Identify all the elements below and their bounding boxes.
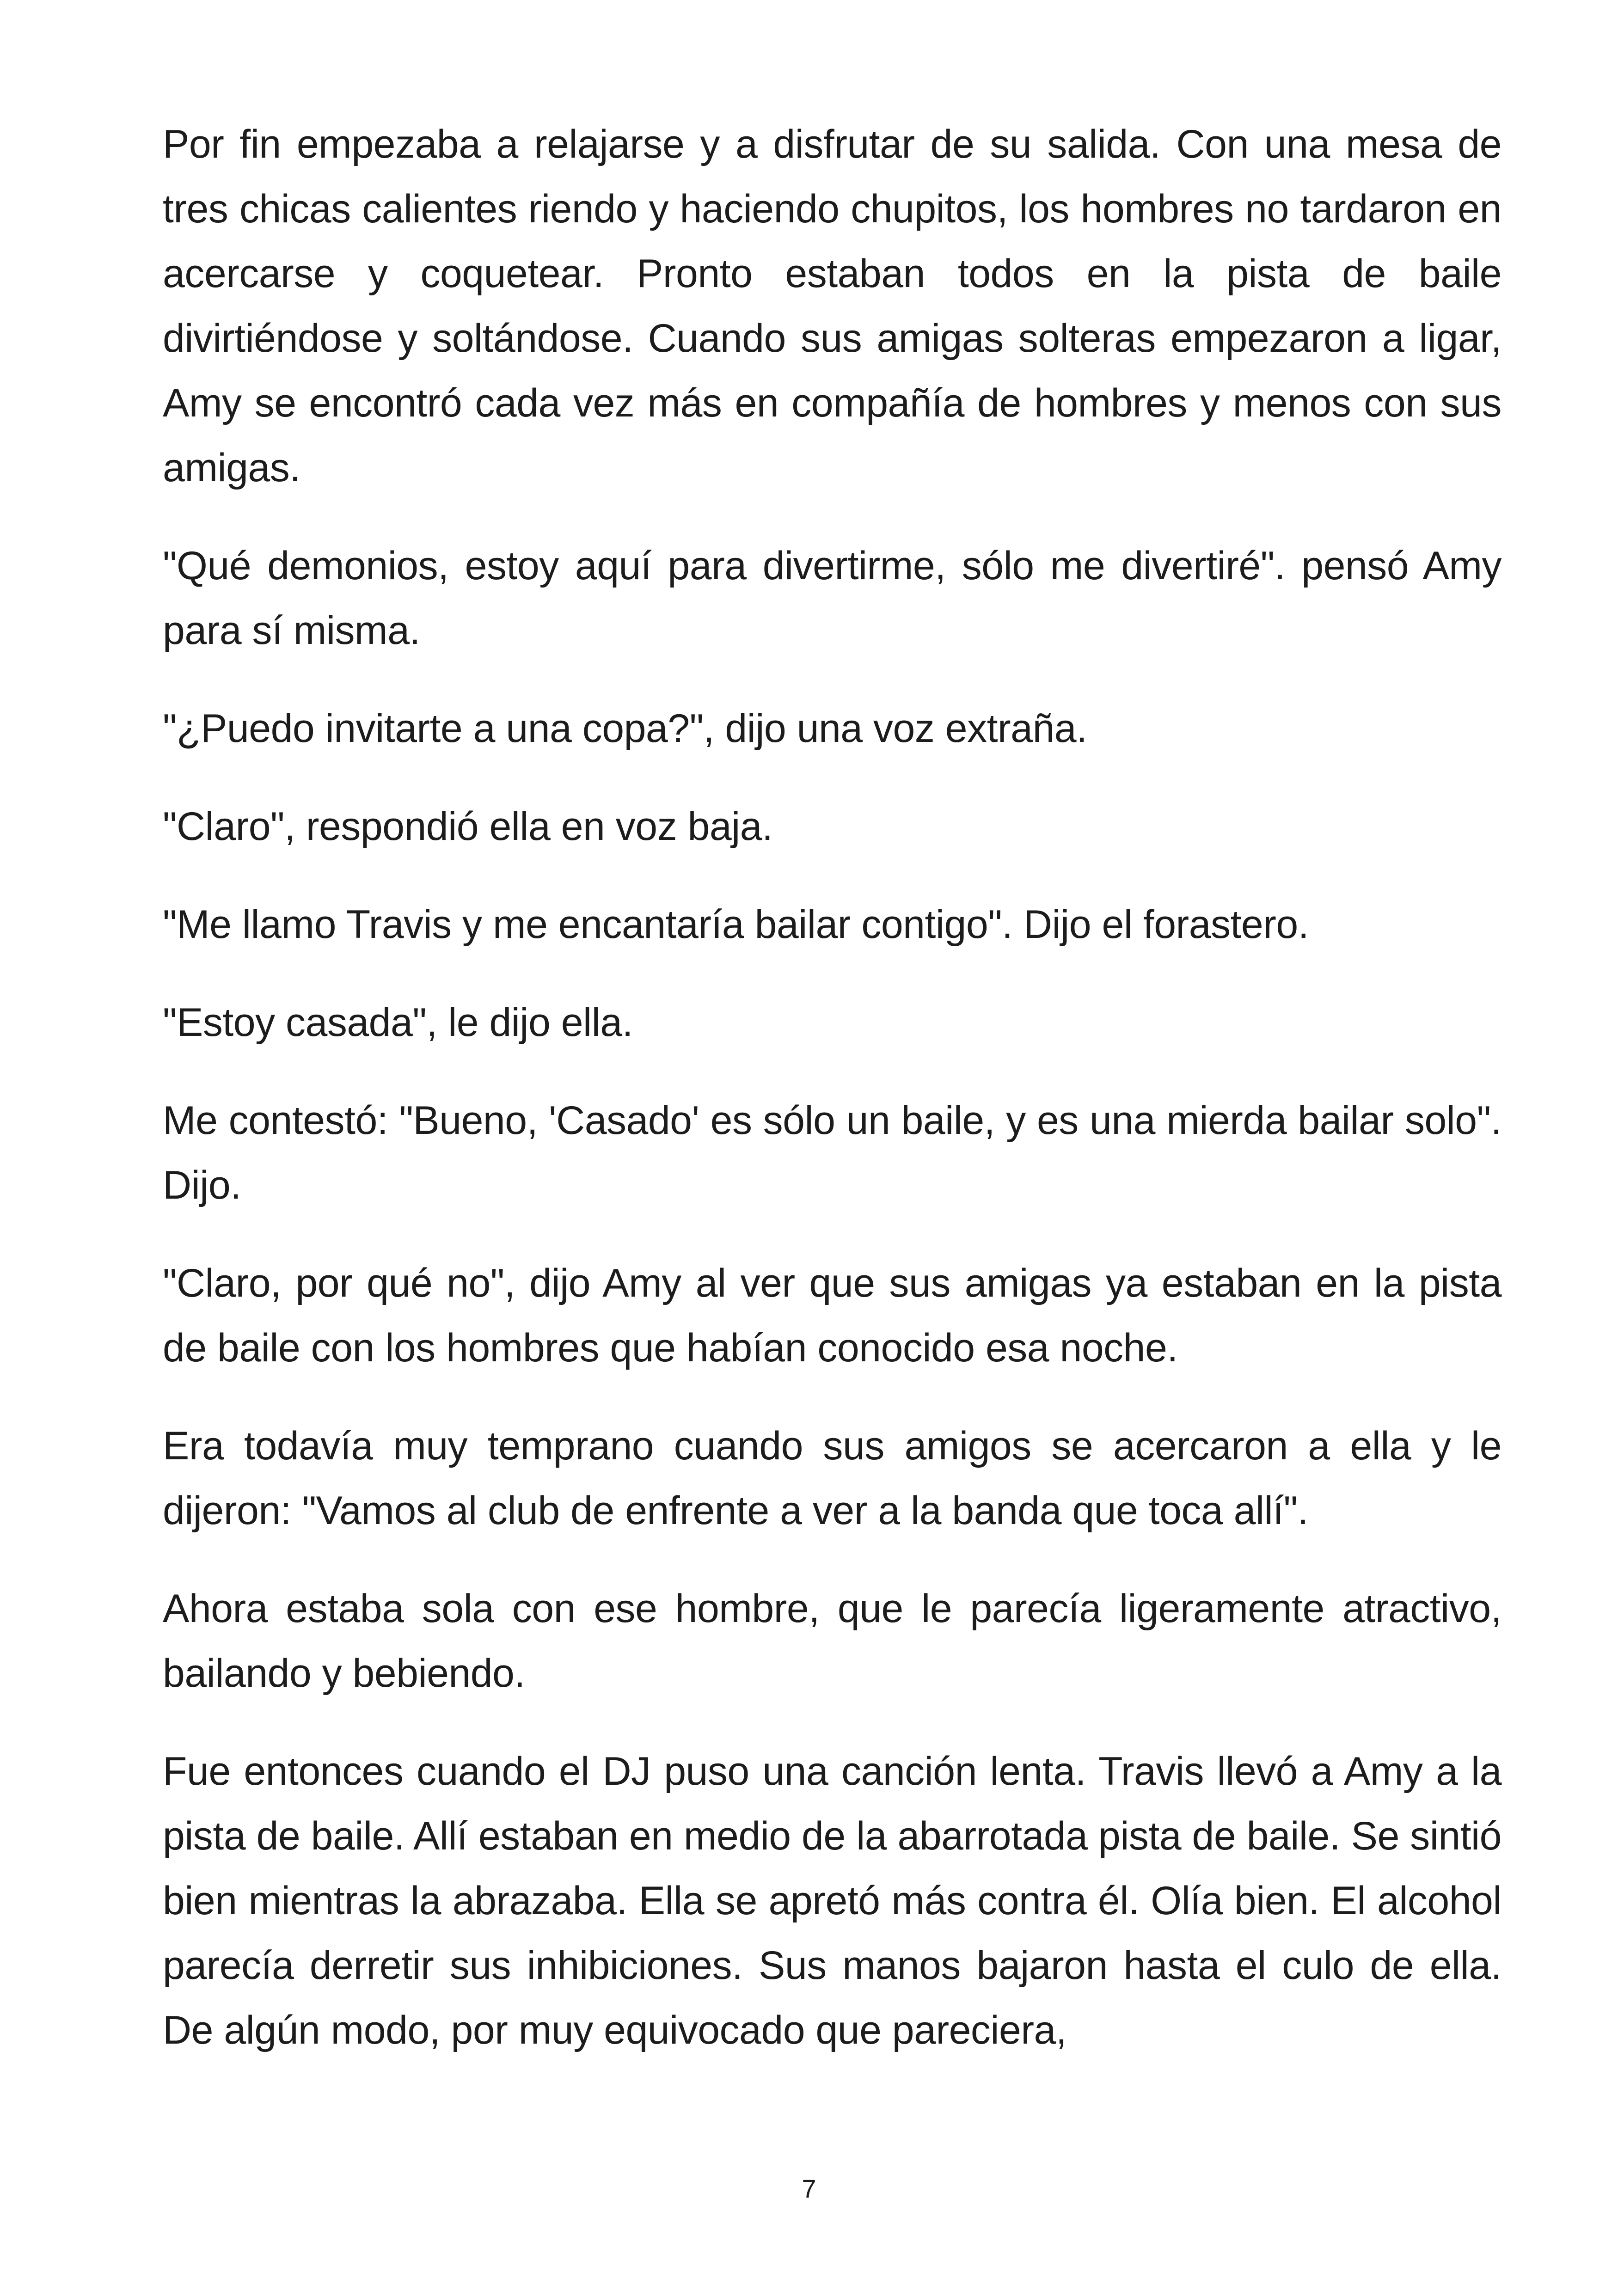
paragraph-3: "¿Puedo invitarte a una copa?", dijo una voz extraña. [163, 706, 1087, 751]
paragraph-1: Por fin empezaba a relajarse y a disfrutar de su salida. Con una mesa de tres chicas calientes riendo y haciendo chupitos, los hombres no tardaron en acercarse y coquetear. Pronto estaban todos en la pista de baile divirtiéndose y soltándose. Cuando sus amigas solteras empezaron a ligar, Amy se encontró cada vez más en compañía de hombres y menos con sus amigas. [163, 122, 1502, 490]
paragraph-6: "Estoy casada", le dijo ella. [163, 1000, 633, 1045]
paragraph-10: Ahora estaba sola con ese hombre, que le parecía ligeramente atractivo, bailando y bebiendo. [163, 1586, 1502, 1696]
paragraph-8: "Claro, por qué no", dijo Amy al ver que sus amigas ya estaban en la pista de baile con los hombres que habían conocido esa noche. [163, 1261, 1502, 1370]
paragraph-7: Me contestó: "Bueno, 'Casado' es sólo un baile, y es una mierda bailar solo". Dijo. [163, 1098, 1502, 1207]
paragraph-9: Era todavía muy temprano cuando sus amigos se acercaron a ella y le dijeron: "Vamos al club de enfrente a ver a la banda que toca allí". [163, 1424, 1502, 1533]
paragraph-4: "Claro", respondió ella en voz baja. [163, 804, 773, 849]
page-body [163, 112, 1502, 2063]
page-number: 7 [802, 2174, 816, 2203]
paragraph-2: "Qué demonios, estoy aquí para divertirme, sólo me divertiré". pensó Amy para sí misma. [163, 544, 1502, 653]
paragraph-11: Fue entonces cuando el DJ puso una canción lenta. Travis llevó a Amy a la pista de baile. Allí estaban en medio de la abarrotada pista de baile. Se sintió bien mientras la abrazaba. Ella se apretó más contra él. Olía bien. El alcohol parecía derretir sus inhibiciones. Sus manos bajaron hasta el culo de ella. De algún modo, por muy equivocado que pareciera, [163, 1749, 1502, 2052]
paragraph-5: "Me llamo Travis y me encantaría bailar contigo". Dijo el forastero. [163, 902, 1309, 947]
